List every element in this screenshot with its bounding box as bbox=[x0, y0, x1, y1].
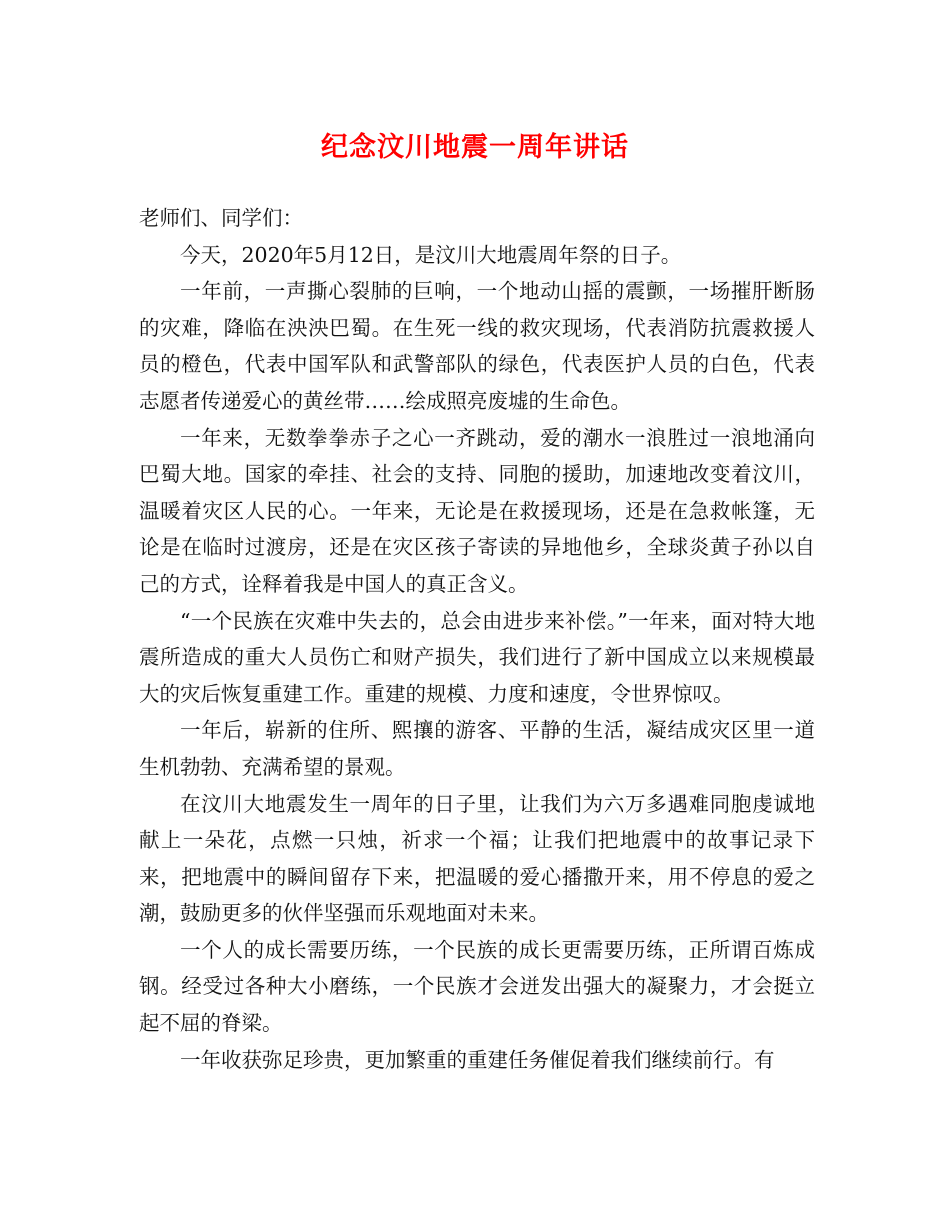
document-title: 纪念汶川地震一周年讲话 bbox=[321, 132, 629, 163]
paragraph-8: 一年收获弥足珍贵，更加繁重的重建任务催促着我们继续前行。有 bbox=[180, 1047, 775, 1072]
paragraph-7: 一个人的成长需要历练，一个民族的成长更需要历练，正所谓百炼成钢。经受过各种大小磨练，一个民族才会迸发出强大的凝聚力，才会挺立起不屈的脊梁。 bbox=[139, 937, 815, 1036]
paragraph-2: 一年前，一声撕心裂肺的巨响，一个地动山摇的震颤，一场摧肝断肠的灾难，降临在泱泱巴蜀。在生死一线的救灾现场，代表消防抗震救援人员的橙色，代表中国军队和武警部队的绿色，代表医护人员的白色，代表志愿者传递爱心的黄丝带……绘成照亮废墟的生命色。 bbox=[139, 279, 815, 413]
paragraph-4: “一个民族在灾难中失去的，总会由进步来补偿。”一年来，面对特大地震所造成的重大人员伤亡和财产损失，我们进行了新中国成立以来规模最大的灾后恢复重建工作。重建的规模、力度和速度，令世界惊叹。 bbox=[139, 608, 815, 706]
paragraph-3: 一年来，无数拳拳赤子之心一齐跳动，爱的潮水一浪胜过一浪地涌向巴蜀大地。国家的牵挂、社会的支持、同胞的援助，加速地改变着汶川，温暖着灾区人民的心。一年来，无论是在救援现场，还是在急救帐篷，无论是在临时过渡房，还是在灾区孩子寄读的异地他乡，全球炎黄子孙以自己的方式，诠释着我是中国人的真正含义。 bbox=[139, 425, 815, 596]
paragraph-5: 一年后，崭新的住所、熙攘的游客、平静的生活，凝结成灾区里一道生机勃勃、充满希望的景观。 bbox=[139, 718, 815, 779]
paragraph-6: 在汶川大地震发生一周年的日子里，让我们为六万多遇难同胞虔诚地献上一朵花，点燃一只烛，祈求一个福；让我们把地震中的故事记录下来，把地震中的瞬间留存下来，把温暖的爱心播撒开来，用不停息的爱之潮，鼓励更多的伙伴坚强而乐观地面对未来。 bbox=[139, 791, 815, 926]
paragraph-1: 今天，2020年5月12日，是汶川大地震周年祭的日子。 bbox=[180, 242, 682, 267]
salutation: 老师们、同学们： bbox=[139, 206, 303, 230]
document-body bbox=[139, 200, 815, 1078]
